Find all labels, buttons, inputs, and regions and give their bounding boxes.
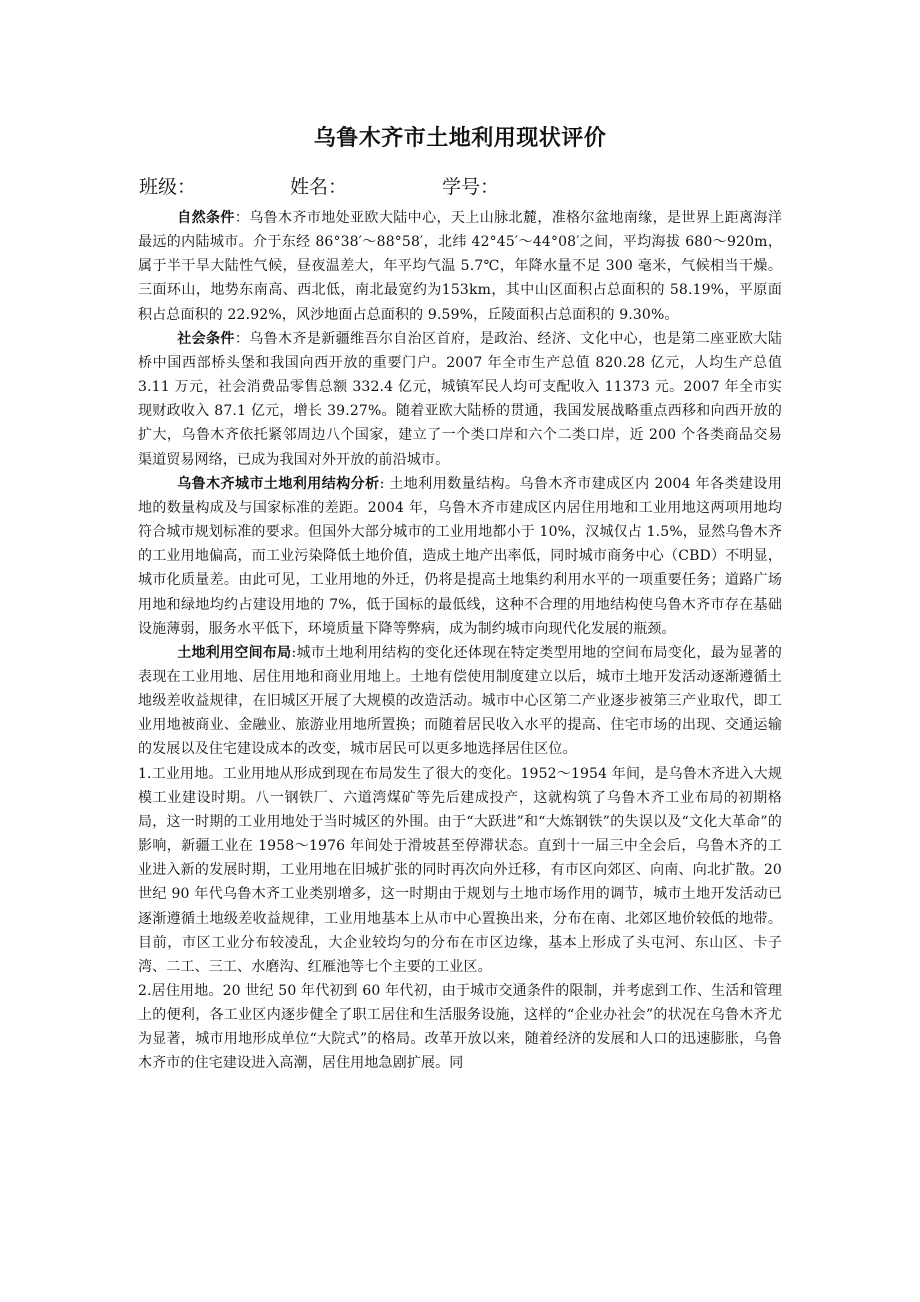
numbered-item-residential-land: 2.居住用地。20 世纪 50 年代初到 60 年代初，由于城市交通条件的限制，并考虑到工作、生活和管理上的便利，各工业区内逐步健全了职工居住和生活服务设施，这样的“企业办社会”的状况在乌鲁木齐尤为显著，城市用地形成单位“大院式”的格局。改革开放以来，随着经济的发展和人口的迅速膨胀，乌鲁木齐市的住宅建设进入高潮，居住用地急剧扩展。同 xyxy=(138,983,782,1072)
heading-separator: : xyxy=(379,475,390,492)
student-id-label: 学号： xyxy=(442,176,500,198)
paragraph-text: 土地利用数量结构。乌鲁木齐市建成区内 2004 年各类建设用地的数量构成及与国家标准的差距。2004 年，乌鲁木齐市建成区内居住用地和工业用地这两项用地均符合城市规划标准的要求。但国外大部分城市的工业用地都小于 10%，汉城仅占 1.5%，显然乌鲁木齐的工业用地偏高，而工业污染降低土地价值，造成土地产出率低，同时城市商务中心（CBD）不明显，城市化质量差。由此可见，工业用地的外迁，仍将是提高土地集约利用水平的一项重要任务；道路广场用地和绿地均约占建设用地的 7%，低于国标的最低线，这种不合理的用地结构使乌鲁木齐市存在基础设施薄弱，服务水平低下，环境质量下降等弊病，成为制约城市向现代化发展的瓶颈。 xyxy=(138,475,782,637)
section-heading: 自然条件 xyxy=(177,210,235,226)
document-body xyxy=(138,206,782,1076)
name-label: 姓名： xyxy=(290,176,348,198)
paragraph-text: 乌鲁木齐是新疆维吾尔自治区首府，是政治、经济、文化中心，也是第二座亚欧大陆桥中国西部桥头堡和我国向西开放的重要门户。2007 年全市生产总值 820.28 亿元，人均生产总值 3.11 万元，社会消费品零售总额 332.4 亿元，城镇军民人均可支配收入 11373 元。2007 年全市实现财政收入 87.1 亿元，增长 39.27%。随着亚欧大陆桥的贯通，我国发展战略重点西移和向西开放的扩大，乌鲁木齐依托紧邻周边八个国家，建立了一个类口岸和六个二类口岸，近 200 个各类商品交易渠道贸易网络，已成为我国对外开放的前沿城市。 xyxy=(138,330,782,468)
heading-separator: ： xyxy=(234,210,250,226)
paragraph-text: 乌鲁木齐市地处亚欧大陆中心，天上山脉北麓，准格尔盆地南缘，是世界上距离海洋最远的内陆城市。介于东经 86°38′～88°58′，北纬 42°45′～44°08′之间，平均海拔 680～920m，属于半干旱大陆性气候，昼夜温差大，年平均气温 5.7℃，年降水量不足 300 毫米，气候相当干燥。三面环山，地势东南高、西北低，南北最宽约为153km，其中山区面积占总面积的 58.19%，平原面积占总面积的 22.92%，风沙地面占总面积的 9.59%，丘陵面积占总面积的 9.30%。 xyxy=(138,210,782,323)
heading-separator: : xyxy=(291,644,297,661)
class-label: 班级： xyxy=(139,176,197,198)
section-heading: 土地利用空间布局 xyxy=(177,644,292,661)
section-heading: 社会条件 xyxy=(177,330,235,347)
paragraph-social-conditions xyxy=(138,327,782,472)
numbered-item-industrial-land: 1.工业用地。工业用地从形成到现在布局发生了很大的变化。1952～1954 年间，是乌鲁木齐进入大规模工业建设时期。八一钢铁厂、六道湾煤矿等先后建成投产，这就构筑了乌鲁木齐工业布局的初期格局，这一时期的工业用地处于当时城区的外围。由于“大跃进”和“大炼钢铁”的失误以及“文化大革命”的影响，新疆工业在 1958～1976 年间处于滑坡甚至停滞状态。直到十一届三中全会后，乌鲁木齐的工业进入新的发展时期，工业用地在旧城扩张的同时再次向外迁移，有市区向郊区、向南、向北扩散。20 世纪 90 年代乌鲁木齐工业类别增多，这一时期由于规划与土地市场作用的调节，城市土地开发活动已逐渐遵循土地级差收益规律，工业用地基本上从市中心置换出来，分布在南、北郊区地价较低的地带。目前，市区工业分布较凌乱，大企业较均匀的分布在市区边缘，基本上形成了头屯河、东山区、卡子湾、二工、三工、水磨沟、红雁池等七个主要的工业区。 xyxy=(138,765,782,975)
paragraph-spatial-layout xyxy=(138,641,782,762)
paragraph-land-use-structure xyxy=(138,472,782,641)
paragraph-natural-conditions xyxy=(138,206,782,327)
document-title: 乌鲁木齐市土地利用现状评价 xyxy=(313,126,607,151)
student-info-row xyxy=(139,172,789,202)
heading-separator: ： xyxy=(234,330,250,347)
paragraph-text: 城市土地利用结构的变化还体现在特定类型用地的空间布局变化，最为显著的表现在工业用地、居住用地和商业用地上。土地有偿使用制度建立以后，城市土地开发活动逐渐遵循土地级差收益规律，在旧城区开展了大规模的改造活动。城市中心区第二产业逐步被第三产业取代，即工业用地被商业、金融业、旅游业用地所置换；而随着居民收入水平的提高、住宅市场的出现、交通运输的发展以及住宅建设成本的改变，城市居民可以更多地选择居住区位。 xyxy=(138,644,782,758)
section-heading: 乌鲁木齐城市土地利用结构分析 xyxy=(177,475,380,492)
